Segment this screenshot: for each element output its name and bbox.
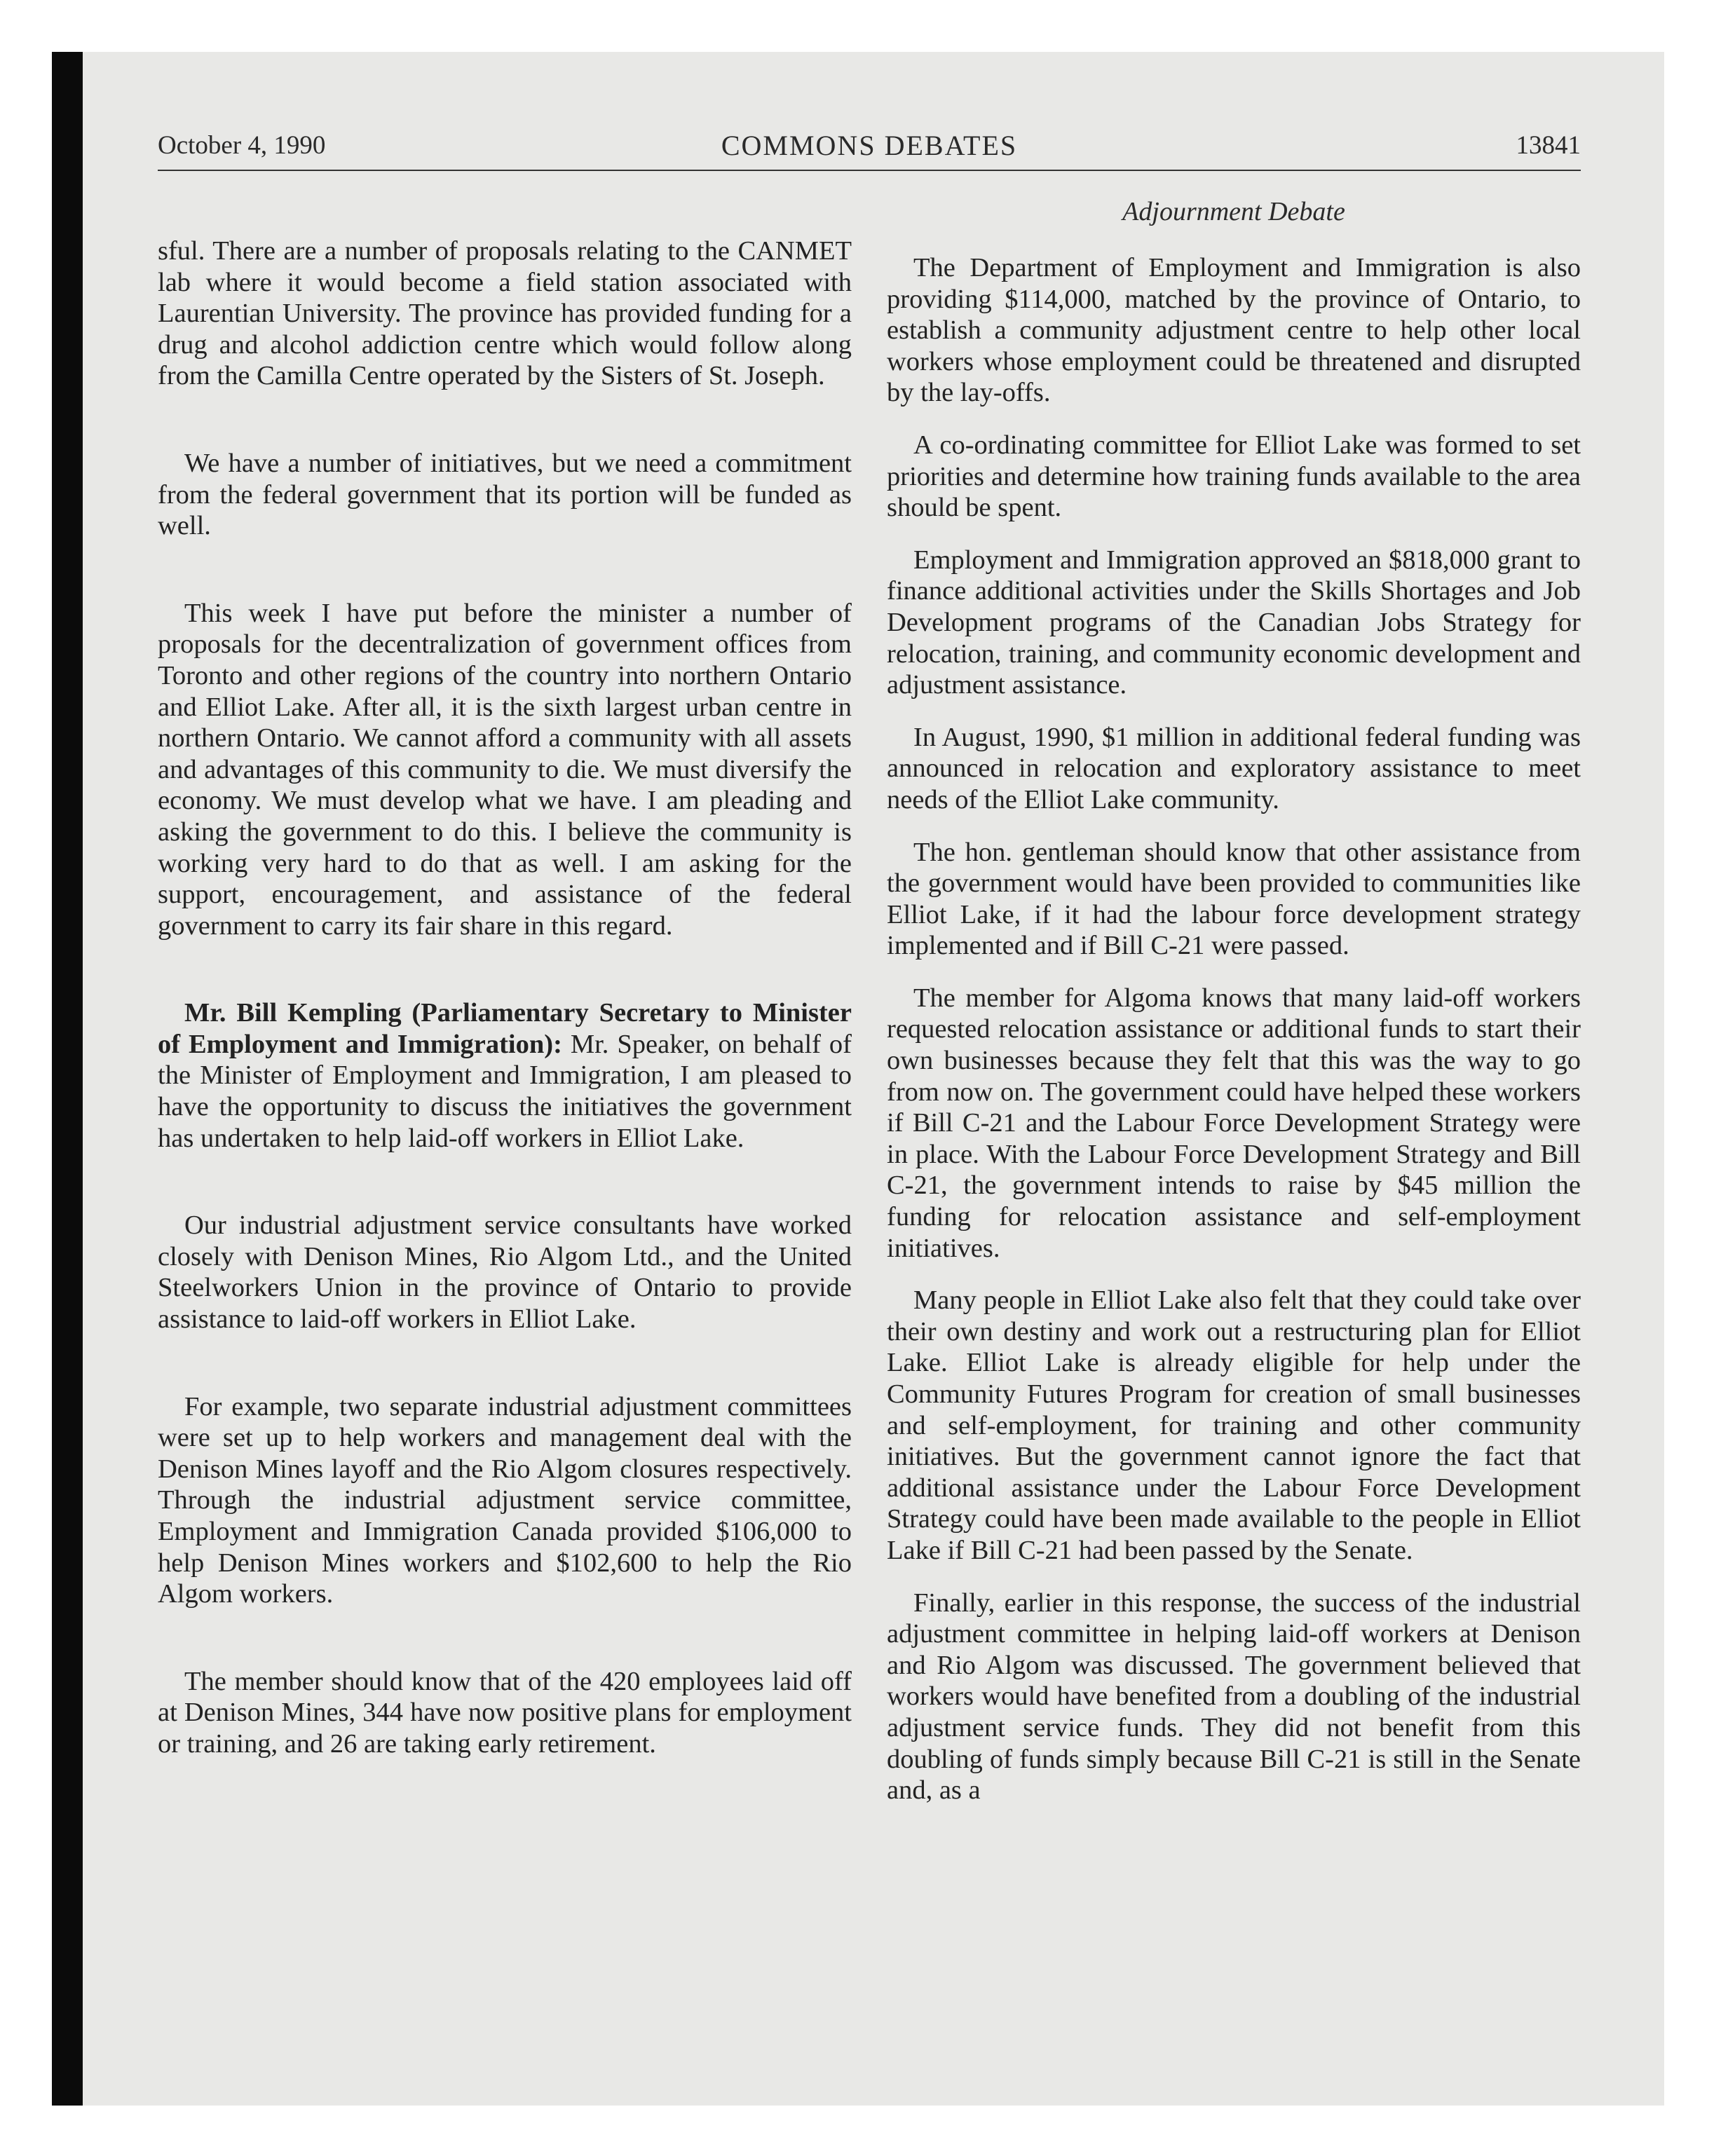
right-paragraph-2: A co-ordinating committee for Elliot Lake was formed to set priorities and determine how training funds available to the area should be spent.: [887, 430, 1581, 523]
header-publication-title: COMMONS DEBATES: [721, 130, 1018, 161]
left-paragraph-4: [158, 997, 852, 1154]
section-heading: Adjournment Debate: [1122, 197, 1345, 226]
left-paragraph-5: Our industrial adjustment service consultants have worked closely with Denison Mines, Rio Algom Ltd., and the United Steelworkers Union in the province of Ontario to provide assistance to laid-off workers in Elliot Lake.: [158, 1210, 852, 1335]
binding-edge: [52, 52, 83, 2106]
left-paragraph-6: For example, two separate industrial adjustment committees were set up to help workers and management deal with the Denison Mines layoff and the Rio Algom closures respectively. Through the industrial adjustment service committee, Employment and Immigration Canada provided $106,000 to help Denison Mines workers and $102,600 to help the Rio Algom workers.: [158, 1391, 852, 1609]
left-paragraph-2: We have a number of initiatives, but we need a commitment from the federal government that its portion will be funded as well.: [158, 448, 852, 541]
running-header: [158, 126, 1581, 165]
document-page: [158, 126, 1581, 1806]
left-paragraph-3: This week I have put before the minister a number of proposals for the decentralization of government offices from Toronto and other regions of the country into northern Ontario and Elliot Lake. After all, it is the sixth largest urban centre in northern Ontario. We cannot afford a community with all assets and advantages of this community to die. We must diversify the economy. We must develop what we have. I am pleading and asking the government to do this. I believe the community is working very hard to do that as well. I am asking for the support, encouragement, and assistance of the federal government to carry its fair share in this regard.: [158, 598, 852, 941]
header-rule: [158, 170, 1581, 171]
right-paragraph-7: Many people in Elliot Lake also felt that they could take over their own destiny and work out a restructuring plan for Elliot Lake. Elliot Lake is already eligible for help under the Community Futures Program for creation of small businesses and self-employment, for training and other community initiatives. But the government cannot ignore the fact that additional assistance under the Labour Force Development Strategy could have been made available to the people in Elliot Lake if Bill C-21 had been passed by the Senate.: [887, 1285, 1581, 1565]
right-paragraph-4: In August, 1990, $1 million in additional federal funding was announced in relocation and exploratory assistance to meet needs of the Elliot Lake community.: [887, 722, 1581, 814]
left-paragraph-7: The member should know that of the 420 employees laid off at Denison Mines, 344 have now positive plans for employment or training, and 26 are taking early retirement.: [158, 1666, 852, 1759]
left-column: [158, 236, 852, 1760]
left-paragraph-1: sful. There are a number of proposals relating to the CANMET lab where it would become a field station associated with Laurentian University. The province has provided funding for a drug and alcohol addiction centre which would follow along from the Camilla Centre operated by the Sisters of St. Joseph.: [158, 236, 852, 391]
speaker-text: Mr. Speaker, on behalf of the Minister of Employment and Immigration, I am pleased to have the opportunity to discuss the initiatives the government has undertaken to help laid-off workers in Elliot Lake.: [158, 1029, 852, 1153]
right-paragraph-1: The Department of Employment and Immigration is also providing $114,000, matched by the province of Ontario, to establish a community adjustment centre to help other local workers whose employment could be threatened and disrupted by the lay-offs.: [887, 253, 1581, 408]
speaker-name: Mr. Bill Kempling (Parliamentary Secretary to Minister of Employment and Immigration):: [158, 998, 852, 1059]
header-date: October 4, 1990: [158, 131, 326, 160]
right-column: [887, 196, 1581, 1806]
right-paragraph-8: Finally, earlier in this response, the success of the industrial adjustment committee in helping laid-off workers at Denison and Rio Algom was discussed. The government believed that workers would have benefited from a doubling of the industrial adjustment service funds. They did not benefit from this doubling of funds simply because Bill C-21 is still in the Senate and, as a: [887, 1588, 1581, 1806]
right-paragraph-5: The hon. gentleman should know that other assistance from the government would have been provided to communities like Elliot Lake, if it had the labour force development strategy implemented and if Bill C-21 were passed.: [887, 837, 1581, 961]
right-paragraph-3: Employment and Immigration approved an $818,000 grant to finance additional activities under the Skills Shortages and Job Development programs of the Canadian Jobs Strategy for relocation, training, and community economic development and adjustment assistance.: [887, 545, 1581, 700]
right-paragraph-6: The member for Algoma knows that many laid-off workers requested relocation assistance or additional funds to start their own businesses because they felt that this was the way to go from now on. The government could have helped these workers if Bill C-21 and the Labour Force Development Strategy were in place. With the Labour Force Development Strategy and Bill C-21, the government intends to raise by $45 million the funding for relocation assistance and self-employment initiatives.: [887, 983, 1581, 1263]
header-page-number: 13841: [1516, 131, 1581, 160]
